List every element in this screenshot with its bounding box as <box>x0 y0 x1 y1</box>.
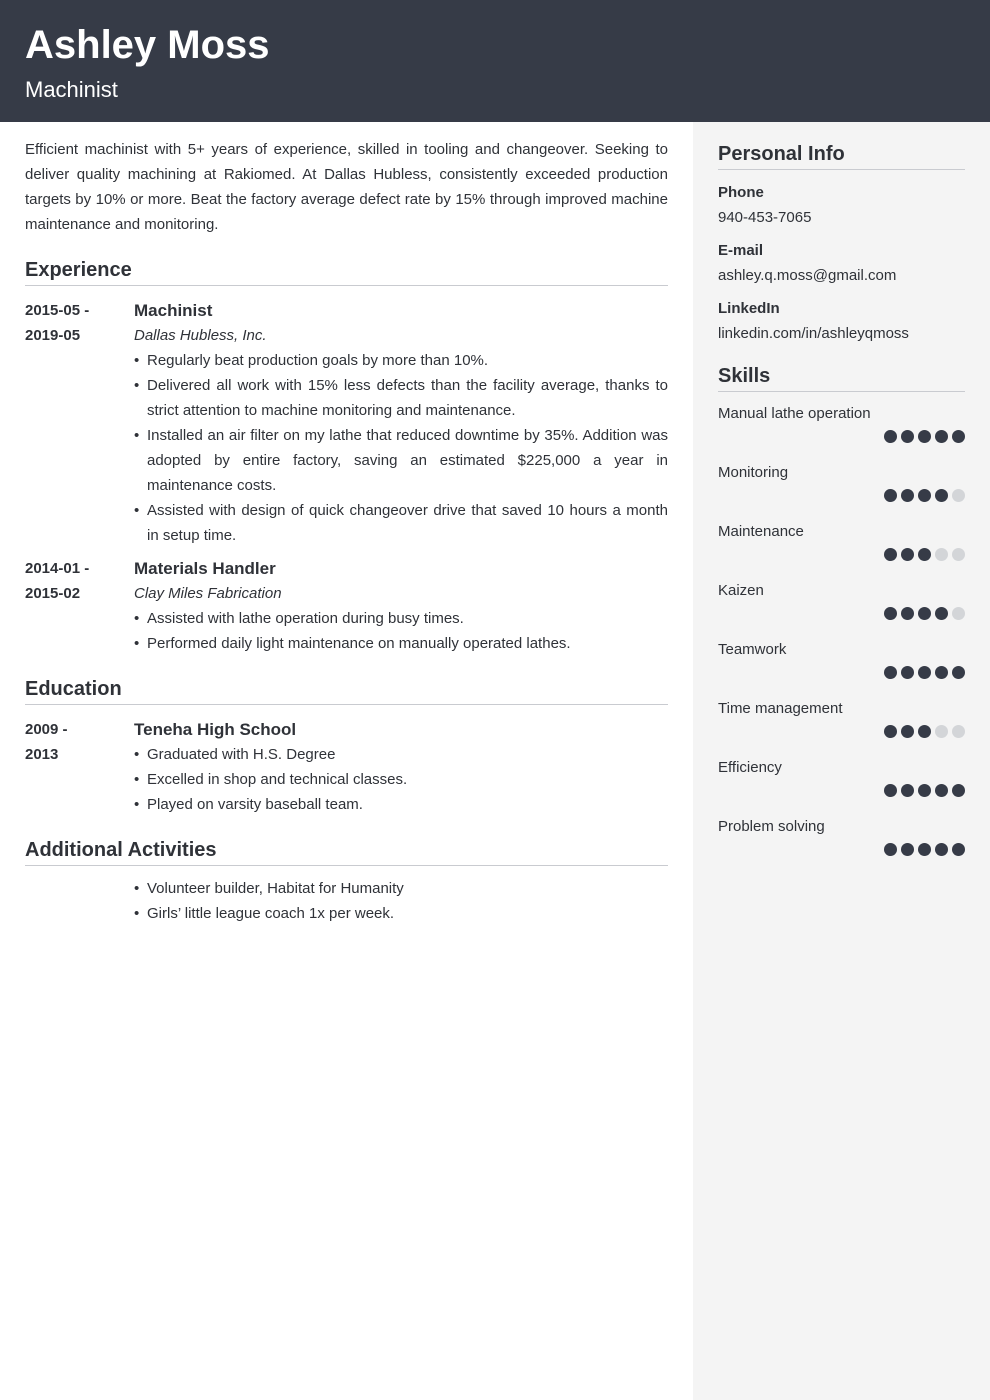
list-item: • Installed an air filter on my lathe that reduced downtime by 35%. Addition was adopted by entire factory, saving an estimated $225,000 a year in maintenance costs. <box>134 423 668 498</box>
rating-dot-filled <box>901 489 914 502</box>
education-entry <box>25 717 668 817</box>
skill-item <box>718 817 965 876</box>
list-item: • Girls’ little league coach 1x per week. <box>134 901 668 926</box>
skills-list <box>718 404 965 876</box>
list-item: • Regularly beat production goals by more than 10%. <box>134 348 668 373</box>
rating-dot-filled <box>901 784 914 797</box>
linkedin-block <box>718 299 965 344</box>
bullet-list <box>134 606 668 656</box>
entry-body <box>134 556 668 656</box>
skill-rating <box>718 607 965 620</box>
rating-dot-filled <box>918 430 931 443</box>
rating-dot-filled <box>884 548 897 561</box>
skill-name: Manual lathe operation <box>718 405 871 422</box>
activities-heading: Additional Activities <box>25 838 668 866</box>
rating-dot-filled <box>935 666 948 679</box>
skill-name: Monitoring <box>718 464 789 481</box>
rating-dot-filled <box>901 666 914 679</box>
rating-dot-empty <box>935 725 948 738</box>
rating-dot-filled <box>935 489 948 502</box>
skill-rating <box>718 725 965 738</box>
email-block <box>718 241 965 286</box>
skill-item <box>718 699 965 758</box>
rating-dot-filled <box>952 666 965 679</box>
rating-dot-empty <box>952 607 965 620</box>
rating-dot-filled <box>884 430 897 443</box>
entry-dates <box>25 556 134 656</box>
skills-heading: Skills <box>718 364 965 392</box>
experience-heading: Experience <box>25 258 668 286</box>
list-item: • Delivered all work with 15% less defects than the facility average, thanks to strict attention to machine monitoring and maintenance. <box>134 373 668 423</box>
skill-rating <box>718 843 965 856</box>
skill-item <box>718 404 965 463</box>
email-label: E-mail <box>718 242 764 259</box>
skill-rating <box>718 784 965 797</box>
activities-entry <box>25 876 668 926</box>
skill-rating <box>718 666 965 679</box>
bullet-list <box>134 742 668 817</box>
rating-dot-empty <box>952 548 965 561</box>
entry-dates <box>25 876 134 926</box>
skill-name: Kaizen <box>718 582 764 599</box>
rating-dot-filled <box>884 607 897 620</box>
rating-dot-filled <box>884 489 897 502</box>
list-item: • Excelled in shop and technical classes. <box>134 767 668 792</box>
skill-name: Problem solving <box>718 818 825 835</box>
rating-dot-filled <box>952 843 965 856</box>
rating-dot-filled <box>901 725 914 738</box>
skill-name: Time management <box>718 700 843 717</box>
rating-dot-filled <box>901 430 914 443</box>
list-item: • Graduated with H.S. Degree <box>134 742 668 767</box>
resume-header <box>0 0 990 122</box>
phone-value: 940-453-7065 <box>718 209 812 226</box>
rating-dot-filled <box>884 666 897 679</box>
list-item: • Performed daily light maintenance on manually operated lathes. <box>134 631 668 656</box>
date-end: 2019-05 <box>25 327 81 344</box>
rating-dot-filled <box>935 784 948 797</box>
date-start: 2015-05 - <box>25 302 90 319</box>
phone-block <box>718 183 965 228</box>
skill-rating <box>718 548 965 561</box>
linkedin-value: linkedin.com/in/ashleyqmoss <box>718 325 909 342</box>
rating-dot-filled <box>884 843 897 856</box>
rating-dot-filled <box>918 843 931 856</box>
skill-item <box>718 758 965 817</box>
rating-dot-filled <box>901 548 914 561</box>
rating-dot-filled <box>918 666 931 679</box>
rating-dot-filled <box>918 489 931 502</box>
experience-entry <box>25 556 668 656</box>
bullet-list <box>134 348 668 548</box>
skill-name: Teamwork <box>718 641 787 658</box>
skill-rating <box>718 489 965 502</box>
rating-dot-filled <box>918 784 931 797</box>
phone-label: Phone <box>718 184 764 201</box>
main-column <box>25 122 668 926</box>
list-item: • Played on varsity baseball team. <box>134 792 668 817</box>
skill-rating <box>718 430 965 443</box>
company-name: Clay Miles Fabrication <box>134 585 282 602</box>
skill-name: Efficiency <box>718 759 782 776</box>
rating-dot-filled <box>952 430 965 443</box>
candidate-name: Ashley Moss <box>25 23 270 67</box>
company-name: Dallas Hubless, Inc. <box>134 327 267 344</box>
rating-dot-filled <box>901 843 914 856</box>
rating-dot-filled <box>952 784 965 797</box>
job-title: Materials Handler <box>134 559 276 578</box>
entry-dates <box>25 298 134 548</box>
education-heading: Education <box>25 677 668 705</box>
rating-dot-empty <box>952 725 965 738</box>
rating-dot-filled <box>935 607 948 620</box>
list-item: • Volunteer builder, Habitat for Humanity <box>134 876 668 901</box>
entry-body <box>134 717 668 817</box>
summary-text: Efficient machinist with 5+ years of experience, skilled in tooling and changeover. Seeking to deliver quality machining at Rakiomed. At Dallas Hubless, consistently exceeded production targets by 10% or more. Beat the factory average defect rate by 15% through improved machine maintenance and monitoring. <box>25 141 668 233</box>
candidate-role: Machinist <box>25 77 118 102</box>
email-value: ashley.q.moss@gmail.com <box>718 267 897 284</box>
personal-info-heading: Personal Info <box>718 142 965 170</box>
date-start: 2014-01 - <box>25 560 90 577</box>
list-item: • Assisted with design of quick changeover drive that saved 10 hours a month in setup time. <box>134 498 668 548</box>
rating-dot-filled <box>918 725 931 738</box>
rating-dot-filled <box>901 607 914 620</box>
entry-dates <box>25 717 134 817</box>
entry-body <box>134 876 668 926</box>
rating-dot-filled <box>935 843 948 856</box>
rating-dot-filled <box>884 784 897 797</box>
skill-item <box>718 640 965 699</box>
rating-dot-filled <box>918 548 931 561</box>
skill-name: Maintenance <box>718 523 804 540</box>
bullet-list <box>134 876 668 926</box>
skill-item <box>718 522 965 581</box>
rating-dot-empty <box>935 548 948 561</box>
skill-item <box>718 581 965 640</box>
date-end: 2015-02 <box>25 585 81 602</box>
date-end: 2013 <box>25 746 59 763</box>
rating-dot-filled <box>884 725 897 738</box>
school-name: Teneha High School <box>134 720 297 739</box>
rating-dot-filled <box>935 430 948 443</box>
date-start: 2009 - <box>25 721 68 738</box>
job-title: Machinist <box>134 301 213 320</box>
entry-body <box>134 298 668 548</box>
experience-entry <box>25 298 668 548</box>
rating-dot-empty <box>952 489 965 502</box>
skill-item <box>718 463 965 522</box>
linkedin-label: LinkedIn <box>718 300 780 317</box>
sidebar <box>693 122 990 1400</box>
list-item: • Assisted with lathe operation during busy times. <box>134 606 668 631</box>
rating-dot-filled <box>918 607 931 620</box>
